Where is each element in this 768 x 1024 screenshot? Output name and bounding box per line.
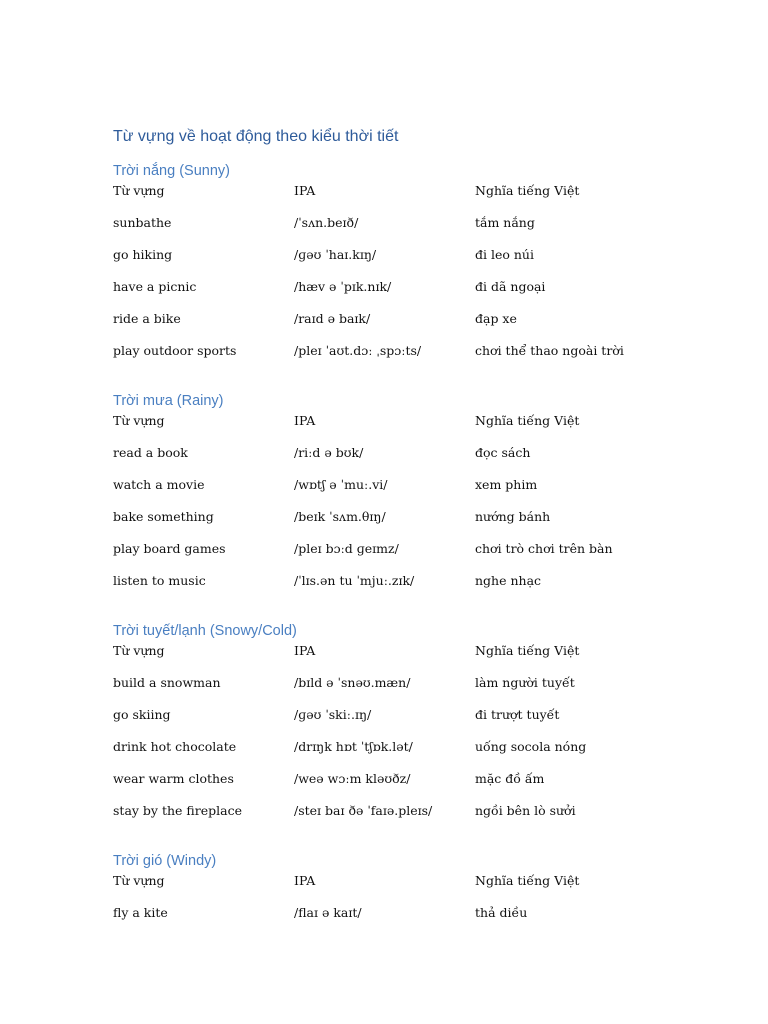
column-header-meaning: Nghĩa tiếng Việt	[475, 183, 580, 198]
vocab-ipa: /wɒtʃ ə ˈmuː.vi/	[294, 477, 388, 492]
vocab-row	[113, 279, 673, 311]
column-header-vocabulary: Từ vựng	[113, 413, 165, 428]
column-header-row	[113, 413, 673, 445]
vocab-meaning: ngồi bên lò sưởi	[475, 803, 576, 818]
vocab-meaning: nướng bánh	[475, 509, 551, 524]
section-windy	[113, 849, 673, 937]
vocab-word: go hiking	[113, 247, 173, 262]
vocab-row	[113, 905, 673, 937]
vocab-word: go skiing	[113, 707, 171, 722]
vocab-meaning: làm người tuyết	[475, 675, 575, 690]
vocab-row	[113, 803, 673, 835]
vocab-ipa: /ˈsʌn.beɪð/	[294, 215, 359, 230]
document-title: Từ vựng về hoạt động theo kiểu thời tiết	[113, 128, 399, 145]
vocab-word: play outdoor sports	[113, 343, 237, 358]
vocab-ipa: /riːd ə bʊk/	[294, 445, 364, 460]
section-rainy	[113, 389, 673, 605]
section-sunny	[113, 159, 673, 375]
vocab-row	[113, 247, 673, 279]
section-snowy-cold	[113, 619, 673, 835]
vocab-word: build a snowman	[113, 675, 221, 690]
vocab-meaning: uống socola nóng	[475, 739, 587, 754]
vocab-meaning: đọc sách	[475, 445, 531, 460]
vocab-word: sunbathe	[113, 215, 172, 230]
vocab-row	[113, 311, 673, 343]
vocab-meaning: đạp xe	[475, 311, 517, 326]
vocab-word: have a picnic	[113, 279, 197, 294]
vocab-ipa: /beɪk ˈsʌm.θɪŋ/	[294, 509, 386, 524]
vocab-row	[113, 343, 673, 375]
vocab-meaning: chơi thể thao ngoài trời	[475, 343, 624, 358]
vocab-meaning: đi leo núi	[475, 247, 534, 262]
section-heading: Trời nắng (Sunny)	[113, 163, 230, 179]
column-header-meaning: Nghĩa tiếng Việt	[475, 643, 580, 658]
column-header-row	[113, 183, 673, 215]
vocab-word: listen to music	[113, 573, 206, 588]
vocab-row	[113, 215, 673, 247]
vocab-ipa: /flaɪ ə kaɪt/	[294, 905, 362, 920]
vocab-row	[113, 771, 673, 803]
column-header-meaning: Nghĩa tiếng Việt	[475, 873, 580, 888]
column-header-vocabulary: Từ vựng	[113, 643, 165, 658]
vocab-row	[113, 573, 673, 605]
column-header-meaning: Nghĩa tiếng Việt	[475, 413, 580, 428]
vocab-meaning: xem phim	[475, 477, 538, 492]
vocab-meaning: đi dã ngoại	[475, 279, 546, 294]
vocab-ipa: /drɪŋk hɒt ˈtʃɒk.lət/	[294, 739, 413, 754]
vocab-row	[113, 509, 673, 541]
vocab-row	[113, 445, 673, 477]
vocab-meaning: nghe nhạc	[475, 573, 542, 588]
vocab-row	[113, 541, 673, 573]
column-header-row	[113, 643, 673, 675]
vocab-ipa: /pleɪ ˈaʊt.dɔː ˌspɔːts/	[294, 343, 422, 358]
column-header-ipa: IPA	[294, 643, 316, 658]
vocab-word: wear warm clothes	[113, 771, 234, 786]
column-header-vocabulary: Từ vựng	[113, 183, 165, 198]
section-heading: Trời tuyết/lạnh (Snowy/Cold)	[113, 623, 297, 639]
vocab-meaning: đi trượt tuyết	[475, 707, 560, 722]
vocab-ipa: /raɪd ə baɪk/	[294, 311, 371, 326]
vocab-word: stay by the fireplace	[113, 803, 242, 818]
vocab-word: watch a movie	[113, 477, 205, 492]
section-heading: Trời mưa (Rainy)	[113, 393, 224, 409]
vocab-ipa: /pleɪ bɔːd ɡeɪmz/	[294, 541, 399, 556]
vocab-word: play board games	[113, 541, 226, 556]
vocab-row	[113, 739, 673, 771]
vocab-word: drink hot chocolate	[113, 739, 237, 754]
column-header-row	[113, 873, 673, 905]
vocab-ipa: /bɪld ə ˈsnəʊ.mæn/	[294, 675, 411, 690]
column-header-vocabulary: Từ vựng	[113, 873, 165, 888]
vocab-word: ride a bike	[113, 311, 181, 326]
vocab-word: fly a kite	[113, 905, 168, 920]
vocab-ipa: /ˈlɪs.ən tu ˈmjuː.zɪk/	[294, 573, 415, 588]
vocab-meaning: mặc đồ ấm	[475, 771, 545, 786]
vocab-meaning: tắm nắng	[475, 215, 535, 230]
vocab-meaning: chơi trò chơi trên bàn	[475, 541, 613, 556]
vocab-ipa: /ɡəʊ ˈhaɪ.kɪŋ/	[294, 247, 377, 262]
vocab-ipa: /ɡəʊ ˈskiː.ɪŋ/	[294, 707, 372, 722]
vocab-meaning: thả diều	[475, 905, 528, 920]
section-heading: Trời gió (Windy)	[113, 853, 217, 869]
vocab-word: bake something	[113, 509, 214, 524]
vocab-ipa: /hæv ə ˈpɪk.nɪk/	[294, 279, 392, 294]
vocab-ipa: /steɪ baɪ ðə ˈfaɪə.pleɪs/	[294, 803, 433, 818]
vocab-word: read a book	[113, 445, 188, 460]
column-header-ipa: IPA	[294, 183, 316, 198]
column-header-ipa: IPA	[294, 413, 316, 428]
vocab-row	[113, 477, 673, 509]
column-header-ipa: IPA	[294, 873, 316, 888]
vocab-ipa: /weə wɔːm kləʊðz/	[294, 771, 411, 786]
vocab-row	[113, 675, 673, 707]
vocab-row	[113, 707, 673, 739]
document-page	[113, 124, 673, 951]
